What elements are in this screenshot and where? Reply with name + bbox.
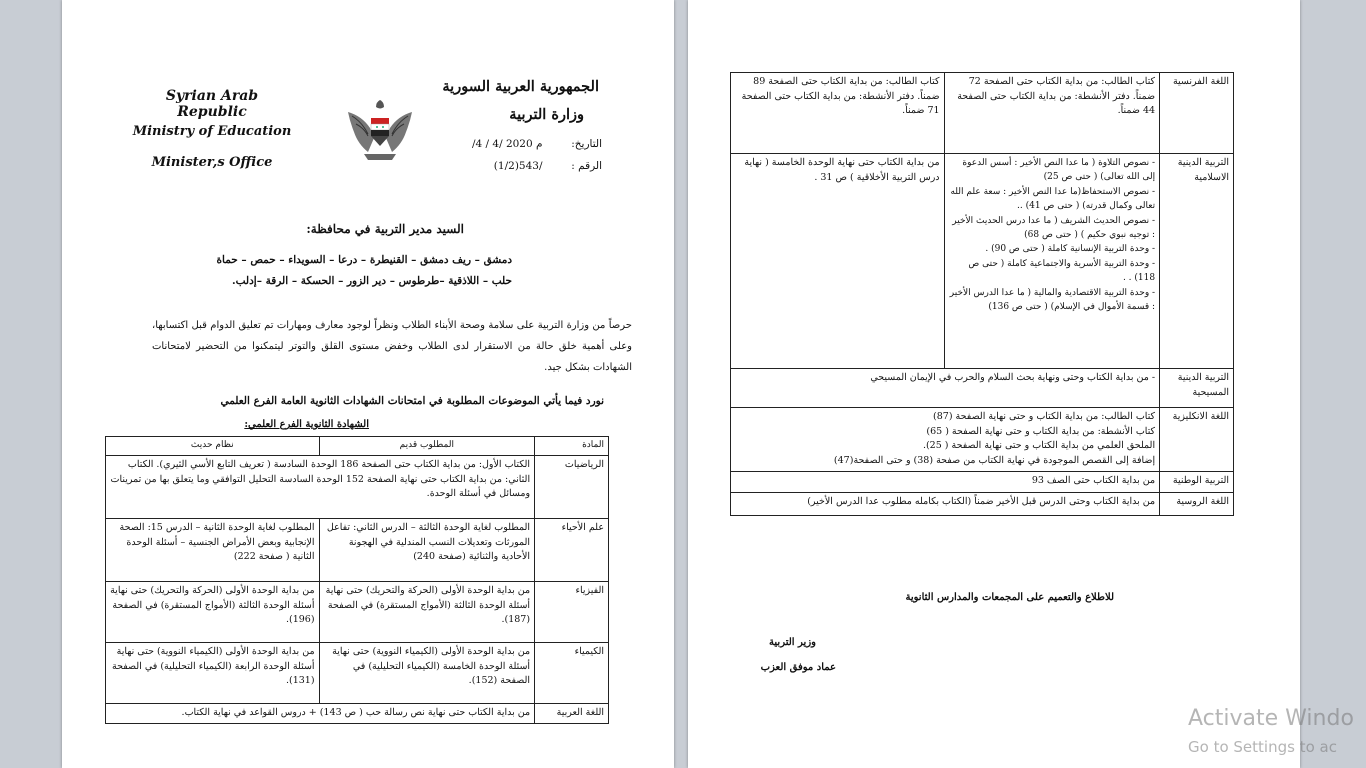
addressee: السيد مدير التربية في محافظة: xyxy=(306,222,464,236)
list-item: - وحدة التربية الاقتصادية والمالية ( ما عدا الدرس الأخير : قسمة الأموال في الإسلام) ( حتى ص 136) xyxy=(949,286,1156,315)
reference-label: الرقم : xyxy=(571,160,602,172)
en-header-office: Minister,s Office xyxy=(151,155,273,170)
table-row xyxy=(106,518,609,581)
new-cell: من بداية الوحدة الأولى (الحركة والتحريك) حتى نهاية أسئلة الوحدة الثالثة (الأمواج المستقرة) في الصفحة (196). xyxy=(106,581,320,642)
section-title: الشهادة الثانوية الفرع العلمي: xyxy=(244,419,369,430)
subject-cell: الكيمياء xyxy=(535,642,609,703)
new-cell: من بداية الكتاب حتى نهاية الوحدة الخامسة ( نهاية درس التربية الأخلاقية ) ص 31 . xyxy=(731,154,945,369)
new-cell: من بداية الوحدة الأولى (الكيمياء النووية) حتى نهاية أسئلة الوحدة الرابعة (الكيمياء التحليلية) في الصفحة (131). xyxy=(106,642,320,703)
document-page-2 xyxy=(688,0,1300,768)
subject-cell: الرياضيات xyxy=(535,455,609,518)
subject-cell: اللغة الفرنسية xyxy=(1160,73,1234,154)
body-paragraph: حرصاً من وزارة التربية على سلامة وصحة الأبناء الطلاب ونظراً لوجود معارف ومهارات تم تعليق الدوام قبل اكتسابها، وعلى أهمية خلق حالة من الاستقرار لدى الطلاب وخفض مستوى القلق والتوتر ليتمكنوا من التحضير لامتحانات الشهادات بشكل جيد. xyxy=(152,320,632,373)
table-row xyxy=(106,642,609,703)
old-cell: المطلوب لغاية الوحدة الثالثة – الدرس الثاني: تفاعل المورثات وتعديلات النسب المندلية في الهجونة الأحادية والثنائية (صفحة 240) xyxy=(319,518,535,581)
subject-cell: الفيزياء xyxy=(535,581,609,642)
merged-cell: من بداية الكتاب حتى الصف 93 xyxy=(731,471,1160,492)
new-cell: المطلوب لغاية الوحدة الثانية – الدرس 15: الصحة الإنجابية وبعض الأمراض الجنسية – أسئلة الوحدة الثانية ( صفحة 222) xyxy=(106,518,320,581)
table-header-row xyxy=(106,437,609,456)
header-subject: المادة xyxy=(535,437,609,456)
governorates-line-1: دمشق – ريف دمشق – القنيطرة – درعا – السويداء – حمص – حماة xyxy=(216,254,512,266)
en-header-ministry: Ministry of Education xyxy=(132,124,292,139)
english-line: كتاب الأنشطة: من بداية الكتاب و حتى نهاية الصفحة ( 65) xyxy=(926,425,1156,437)
signer-name: عماد موفق العزب xyxy=(760,662,836,673)
subject-cell: التربية الدينية المسيحية xyxy=(1160,369,1234,408)
merged-cell: من بداية الكتاب حتى نهاية نص رسالة حب ( ص 143) + دروس القواعد في نهاية الكتاب. xyxy=(106,703,535,723)
ar-header-ministry: وزارة التربية xyxy=(509,106,584,123)
reference-value: /543(1/2) xyxy=(493,160,543,172)
subject-cell: اللغة الانكليزية xyxy=(1160,408,1234,472)
activate-windows-title: Activate Windo xyxy=(1188,706,1354,731)
header-new: نظام حديث xyxy=(106,437,320,456)
governorates-line-2: حلب – اللاذقية –طرطوس – دير الزور – الحسكة – الرقة –إدلب. xyxy=(231,275,512,287)
table-row xyxy=(731,408,1234,472)
table-row xyxy=(106,455,609,518)
merged-cell: - من بداية الكتاب وحتى ونهاية بحث السلام والحرب في الإيمان المسيحي xyxy=(731,369,1160,408)
english-line: إضافة إلى القصص الموجودة في نهاية الكتاب من صفحة (38) و حتى الصفحة(47) xyxy=(833,455,1156,467)
date-label: التاريخ: xyxy=(571,138,602,150)
islamic-items-list xyxy=(949,156,1156,314)
table-row xyxy=(106,703,609,723)
old-cell: من بداية الوحدة الأولى (الكيمياء النووية) حتى نهاية أسئلة الوحدة الخامسة (الكيمياء التحليلية) في الصفحة (152). xyxy=(319,642,535,703)
subject-cell: علم الأحياء xyxy=(535,518,609,581)
table-row xyxy=(731,73,1234,154)
date-value: /4 / 4/ 2020 م xyxy=(471,138,543,150)
ar-header-republic: الجمهورية العربية السورية xyxy=(442,78,599,95)
new-cell: كتاب الطالب: من بداية الكتاب حتى الصفحة 89 ضمناً. دفتر الأنشطة: من بداية الكتاب حتى الصفحة 71 ضمناً. xyxy=(731,73,945,154)
header-old: المطلوب قديم xyxy=(319,437,535,456)
subjects-table-1 xyxy=(105,436,609,724)
old-cell: من بداية الوحدة الأولى (الحركة والتحريك) حتى نهاية أسئلة الوحدة الثالثة (الأمواج المستقرة) في الصفحة (187). xyxy=(319,581,535,642)
subject-cell: اللغة العربية xyxy=(535,703,609,723)
subject-cell: اللغة الروسية xyxy=(1160,492,1234,515)
subject-cell: التربية الدينية الاسلامية xyxy=(1160,154,1234,369)
list-item: - وحدة التربية الإنسانية كاملة ( حتى ص 90) . xyxy=(949,242,1156,256)
subject-cell: التربية الوطنية xyxy=(1160,471,1234,492)
table-row xyxy=(106,581,609,642)
signer-title: وزير التربية xyxy=(769,637,816,648)
table-row xyxy=(731,369,1234,408)
activate-windows-hint: Go to Settings to ac xyxy=(1188,738,1337,756)
syrian-eagle-emblem-icon xyxy=(342,92,418,168)
table-row xyxy=(731,154,1234,369)
table-row xyxy=(731,492,1234,515)
subjects-table-2 xyxy=(730,72,1234,516)
en-header-country: Syrian Arab Republic xyxy=(165,88,259,120)
english-line: الملحق العلمي من بداية الكتاب و حتى نهاية الصفحة ( 25). xyxy=(922,440,1156,452)
list-item: - نصوص الحديث الشريف ( ما عدا درس الحديث الأخير : توجيه نبوي حكيم ) ( حتى ص 68) xyxy=(949,214,1156,243)
list-item: - نصوص التلاوة ( ما عدا النص الأخير : أسس الدعوة إلى الله تعالى) ( حتى ص 25) xyxy=(949,156,1156,185)
old-cell xyxy=(944,154,1160,369)
merged-cell: من بداية الكتاب وحتى الدرس قبل الأخير ضمناً (الكتاب بكامله مطلوب عدا الدرس الأخير) xyxy=(731,492,1160,515)
document-page-1 xyxy=(62,0,674,768)
old-cell: كتاب الطالب: من بداية الكتاب حتى الصفحة 72 ضمناً. دفتر الأنشطة: من بداية الكتاب حتى الصفحة 44 ضمناً. xyxy=(944,73,1160,154)
merged-cell: الكتاب الأول: من بداية الكتاب حتى الصفحة 186 الوحدة السادسة ( تعريف التابع الأسي الثيري). الكتاب الثاني: من بداية الكتاب حتى نهاية الصفحة 152 الوحدة السادسة التحليل التوافقي وما يتعلق بها من تمرينات ومسائل في أسئلة الوحدة. xyxy=(106,455,535,518)
list-item: - نصوص الاستحفاظ(ما عدا النص الأخير : سعة علم الله تعالى وكمال قدرته) ( حتى ص 41) .. xyxy=(949,185,1156,214)
distribution-note: للاطلاع والتعميم على المجمعات والمدارس الثانوية xyxy=(905,592,1114,603)
english-line: كتاب الطالب: من بداية الكتاب و حتى نهاية الصفحة (87) xyxy=(933,411,1156,422)
intro-text: نورد فيما يأتي الموضوعات المطلوبة في امتحانات الشهادات الثانوية العامة الفرع العلمي xyxy=(220,395,604,407)
list-item: - وحدة التربية الأسرية والاجتماعية كاملة ( حتى ص 118) . . xyxy=(949,257,1156,286)
merged-cell xyxy=(731,408,1160,472)
table-row xyxy=(731,471,1234,492)
